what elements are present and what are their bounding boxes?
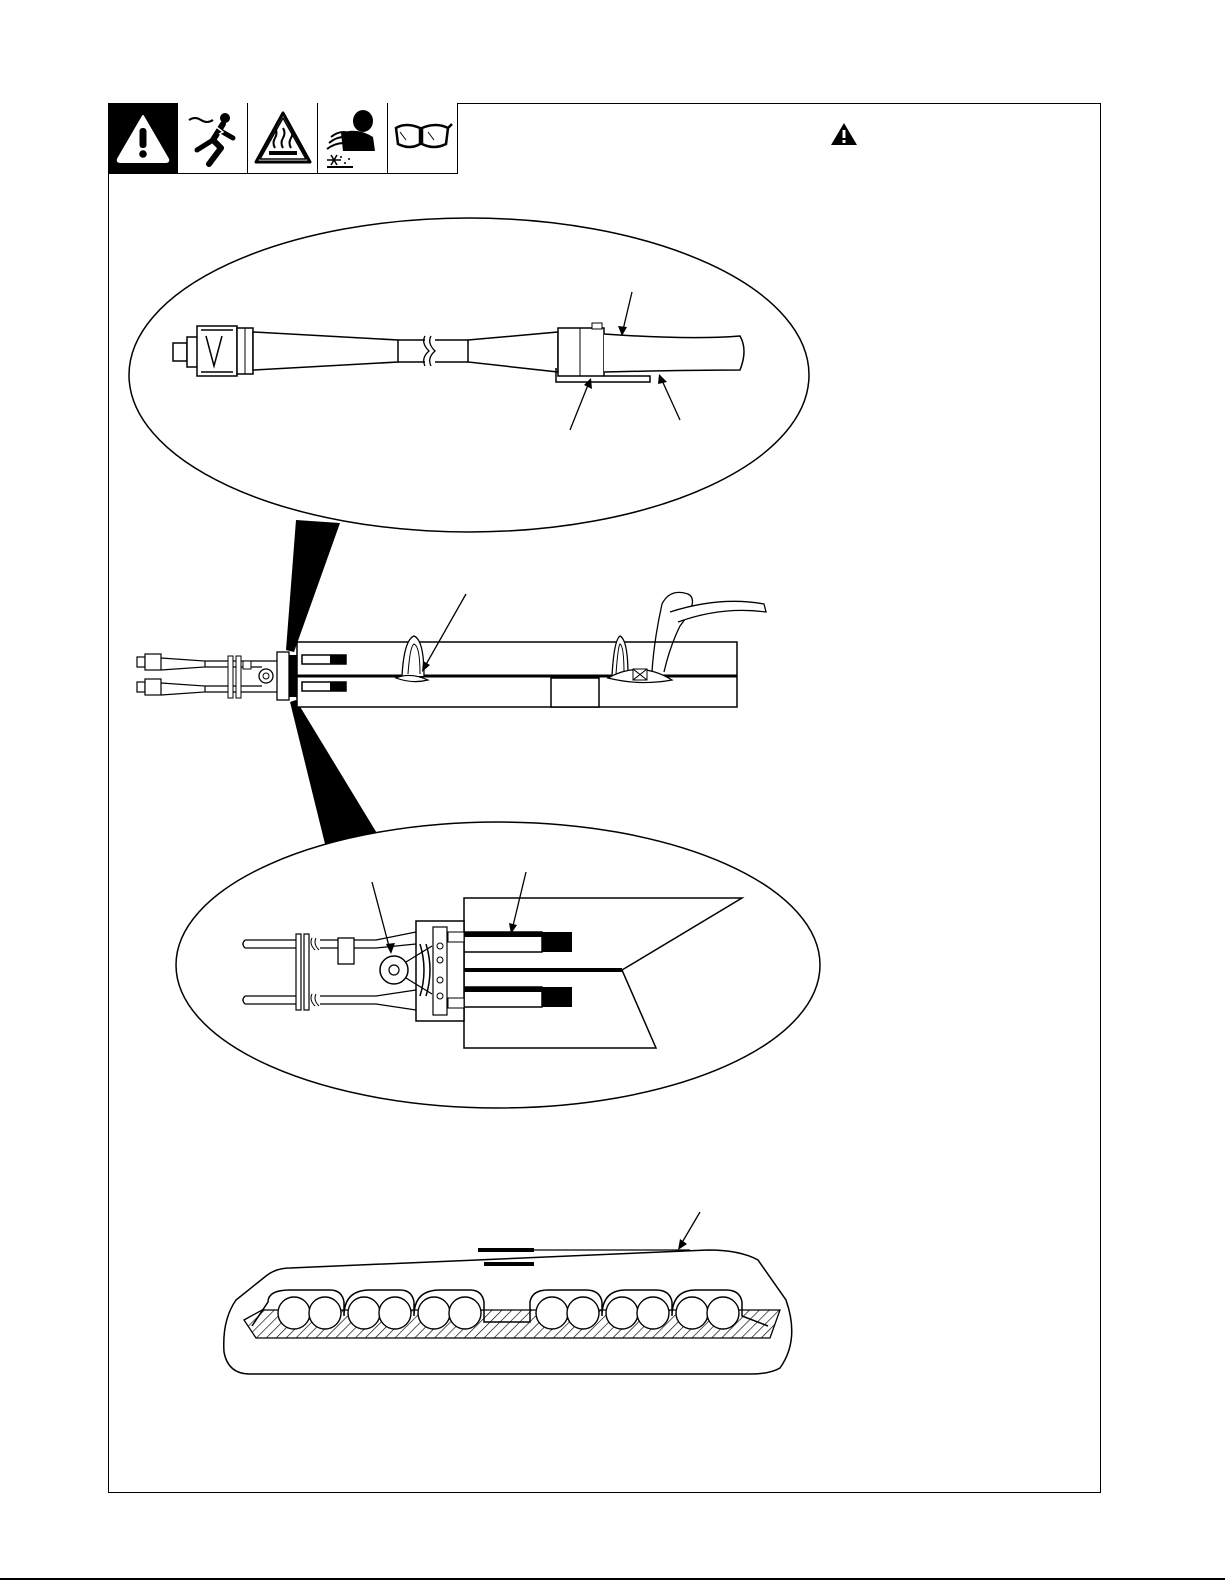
page-bottom-rule <box>0 1578 1225 1580</box>
cable-detail-figure <box>129 218 809 532</box>
heating-blanket-figure <box>137 592 766 707</box>
callout-wedge-upper <box>286 520 340 652</box>
connection-detail-figure <box>176 822 820 1108</box>
callout-wedge-lower <box>290 700 378 848</box>
cross-section-figure <box>224 1212 792 1374</box>
